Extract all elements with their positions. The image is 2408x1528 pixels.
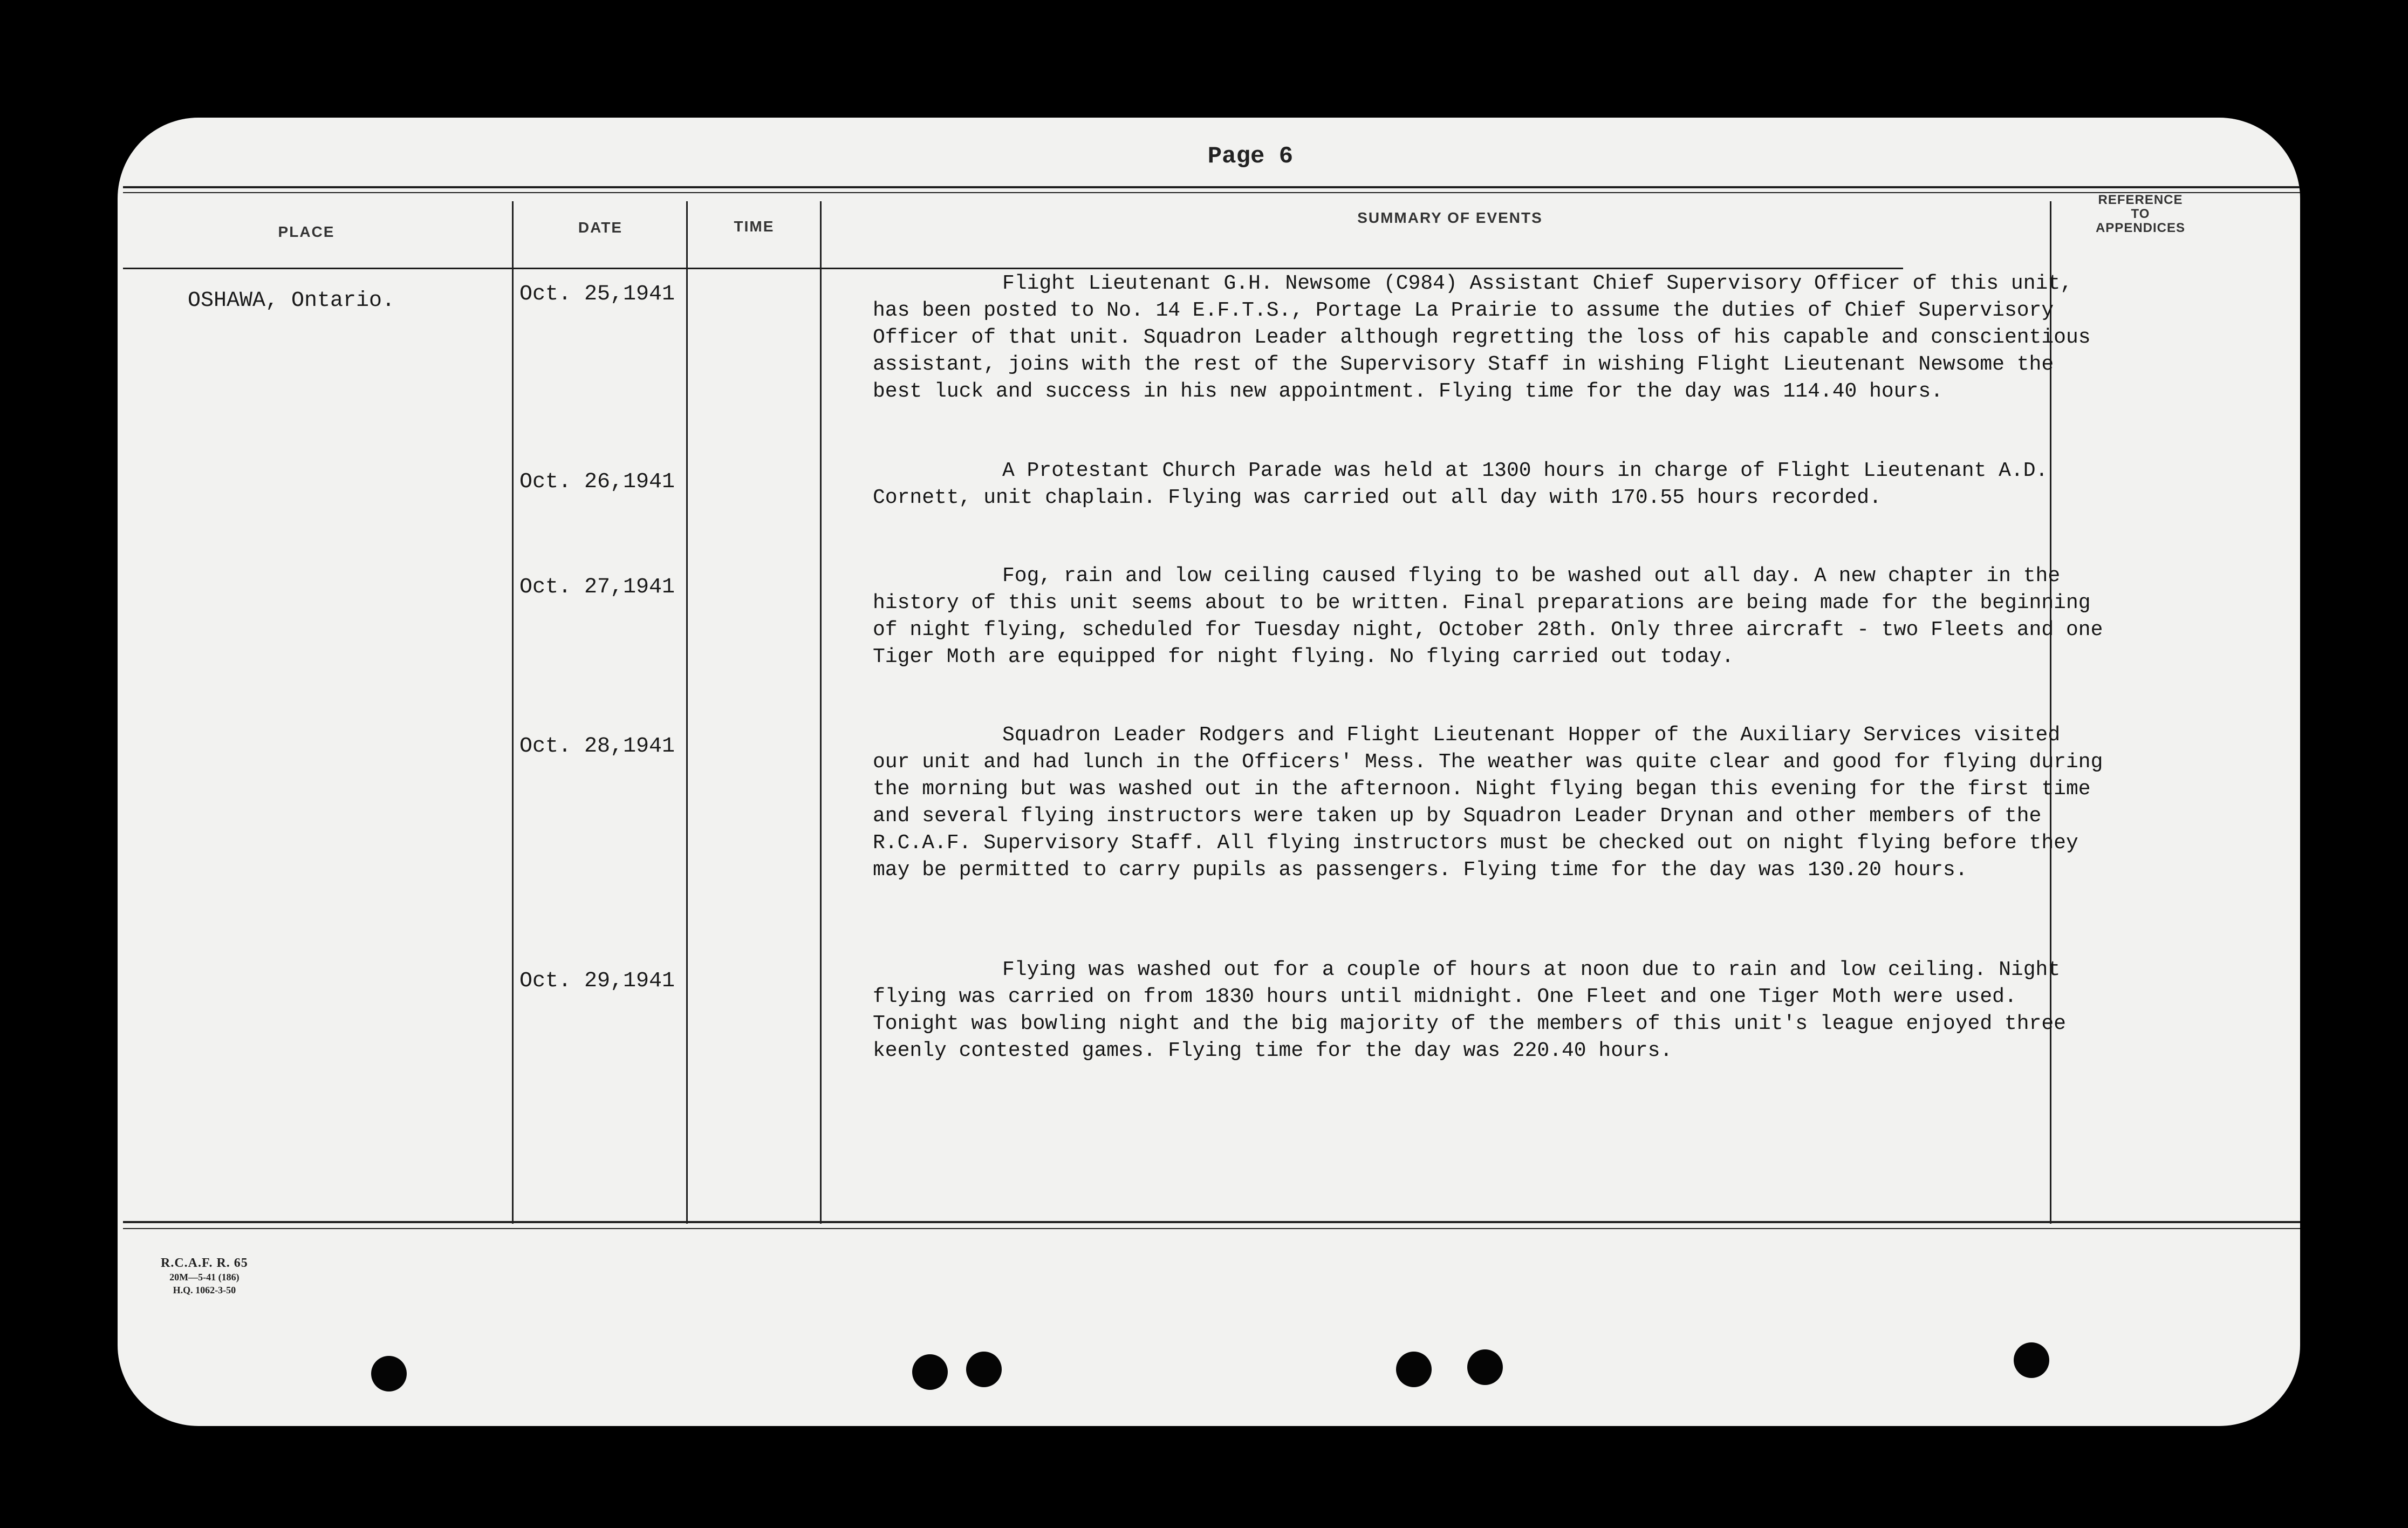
header-reference-line3: APPENDICES	[2095, 221, 2186, 235]
column-divider-date-time	[686, 201, 688, 1224]
date-cell-3: Oct. 27,1941	[519, 575, 675, 599]
header-reference-line1: REFERENCE	[2098, 193, 2183, 207]
date-cell-2: Oct. 26,1941	[519, 470, 675, 494]
header-date: DATE	[578, 219, 623, 236]
header-top-rule-2	[123, 192, 2300, 193]
record-card	[118, 118, 2300, 1426]
date-cell-1: Oct. 25,1941	[519, 282, 675, 306]
summary-entry-1: Flight Lieutenant G.H. Newsome (C984) Assistant Chief Supervisory Officer of this unit, has been posted to No. 14 E.F.T.S., Portage La Prairie to assume the duties of Chief Supervisory Officer of that unit. Squadron Leader although regretting the loss of his capable and conscientious assistant, joins with the rest of the Supervisory Staff in wishing Flight Lieutenant Newsome the best luck and success in his new appointment. Flying time for the day was 114.40 hours.	[873, 272, 2091, 403]
place-cell: OSHAWA, Ontario.	[188, 289, 395, 313]
punch-hole	[371, 1356, 407, 1391]
column-divider-time-summary	[820, 201, 822, 1224]
page-number: Page 6	[1207, 143, 1294, 170]
punch-hole	[966, 1352, 1002, 1387]
form-print-code: 20M—5-41 (186)	[169, 1272, 240, 1283]
punch-hole	[1467, 1349, 1503, 1385]
date-cell-5: Oct. 29,1941	[519, 969, 675, 993]
summary-entry-5: Flying was washed out for a couple of hours at noon due to rain and low ceiling. Night flying was carried on from 1830 hours until midnight. One Fleet and one Tiger Moth were used. Tonight was bowling night and the big majority of the members of this unit's league enjoyed three keenly contested games. Flying time for the day was 220.40 hours.	[873, 958, 2066, 1062]
header-reference	[2060, 193, 2221, 235]
footer-rule	[123, 1221, 2300, 1223]
header-summary: SUMMARY OF EVENTS	[1357, 209, 1543, 226]
header-bottom-rule	[123, 268, 1903, 269]
date-cell-4: Oct. 28,1941	[519, 734, 675, 759]
punch-hole	[912, 1354, 948, 1390]
column-divider-place-date	[512, 201, 514, 1224]
form-identifier	[161, 1256, 248, 1297]
punch-hole	[1396, 1352, 1432, 1387]
summary-entry-3: Fog, rain and low ceiling caused flying to be washed out all day. A new chapter in the history of this unit seems about to be written. Final preparations are being made for the beginning of night flying, scheduled for Tuesday night, October 28th. Only three aircraft - two Fleets and one Tiger Moth are equipped for night flying. No flying carried out today.	[873, 564, 2103, 668]
header-reference-line2: TO	[2131, 207, 2150, 221]
form-hq-code: H.Q. 1062-3-50	[173, 1285, 236, 1295]
header-top-rule	[123, 186, 2300, 188]
footer-rule-2	[123, 1228, 2300, 1229]
form-number: R.C.A.F. R. 65	[161, 1256, 248, 1270]
header-time: TIME	[734, 218, 775, 235]
summary-entry-2: A Protestant Church Parade was held at 1300 hours in charge of Flight Lieutenant A.D. Cornett, unit chaplain. Flying was carried out all day with 170.55 hours recorded.	[873, 459, 2048, 509]
header-place: PLACE	[278, 223, 335, 240]
summary-entry-4: Squadron Leader Rodgers and Flight Lieutenant Hopper of the Auxiliary Services visited our unit and had lunch in the Officers' Mess. The weather was quite clear and good for flying during the morning but was washed out in the afternoon. Night flying began this evening for the first time and several flying instructors were taken up by Squadron Leader Drynan and other members of the R.C.A.F. Supervisory Staff. All flying instructors must be checked out on night flying before they may be permitted to carry pupils as passengers. Flying time for the day was 130.20 hours.	[873, 724, 2103, 882]
punch-hole	[2014, 1342, 2049, 1378]
